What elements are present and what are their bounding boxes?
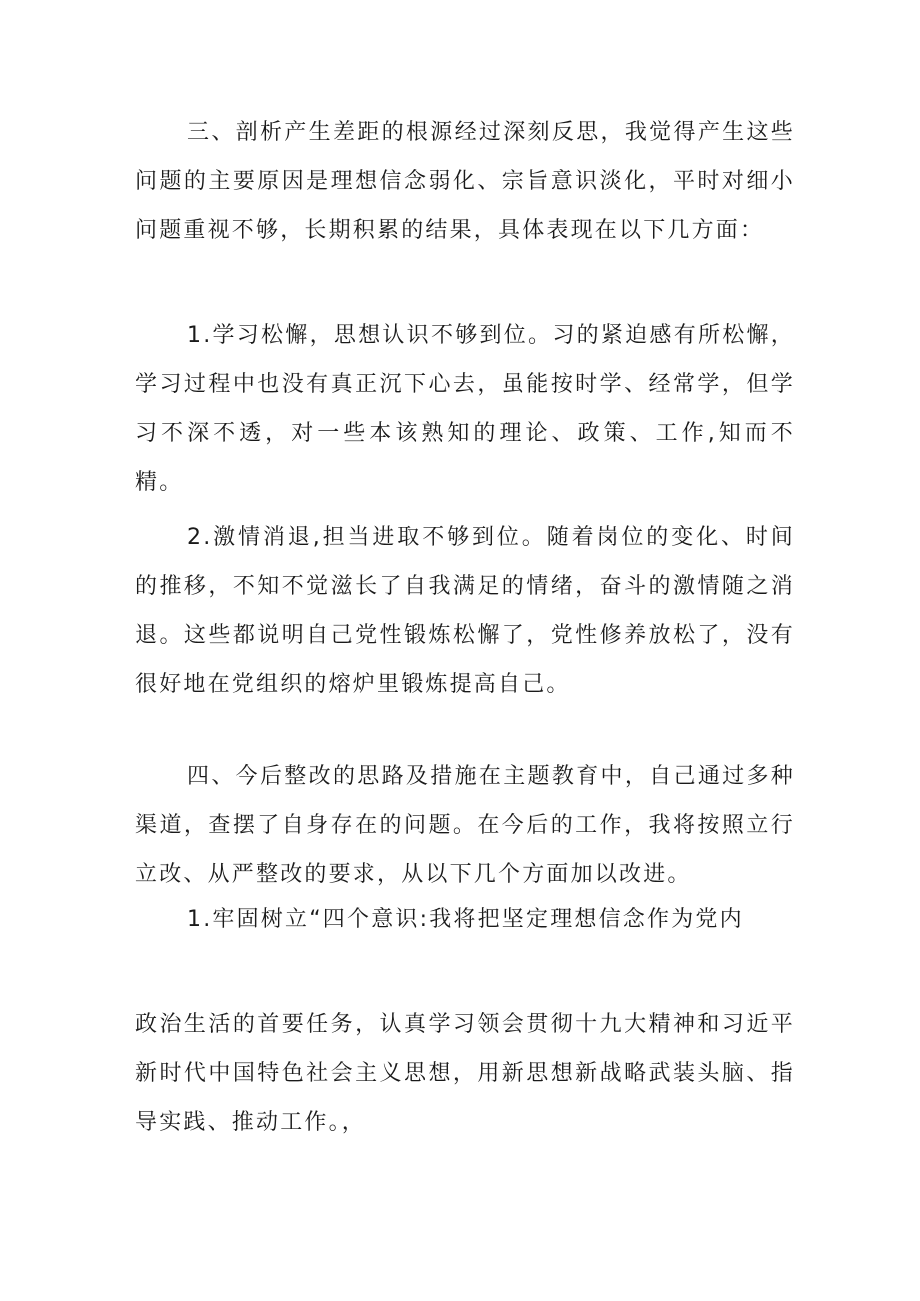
paragraph-political-life: 政治生活的首要任务，认真学习领会贯彻十九大精神和习近平新时代中国特色社会主义思想，用新思想新战略武装头脑、指导实践、推动工作。，: [135, 1012, 795, 1135]
paragraph-passion-fading: 2.激情消退,担当进取不够到位。随着岗位的变化、时间的推移，不知不觉滋长了自我满足的情绪，奋斗的激情随之消退。这些都说明自己党性锻炼松懈了，党性修养放松了，没有很好地在党组织的熔炉里锻炼提高自己。: [135, 525, 795, 697]
paragraph-root-cause-analysis: 三、剖析产生差距的根源经过深刻反思，我觉得产生这些问题的主要原因是理想信念弱化、宗旨意识淡化，平时对细小问题重视不够，长期积累的结果，具体表现在以下几方面：: [135, 120, 795, 243]
paragraph-study-slack: 1.学习松懈，思想认识不够到位。习的紧迫感有所松懈，学习过程中也没有真正沉下心去，虽能按时学、经常学，但学习不深不透，对一些本该熟知的理论、政策、工作,知而不精。: [135, 323, 795, 495]
paragraph-rectification-approach: 四、今后整改的思路及措施在主题教育中，自己通过多种渠道，查摆了自身存在的问题。在今后的工作，我将按照立行立改、从严整改的要求，从以下几个方面加以改进。: [135, 764, 795, 887]
paragraph-four-consciousness: 1.牢固树立“四个意识:我将把坚定理想信念作为党内: [187, 907, 744, 932]
